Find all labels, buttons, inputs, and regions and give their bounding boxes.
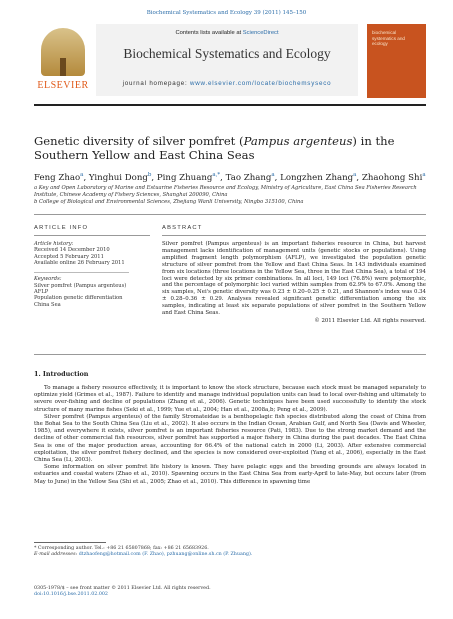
journal-cover-thumbnail[interactable] — [367, 24, 426, 98]
email-label: E-mail addresses: — [34, 552, 78, 558]
keyword: Silver pomfret (Pampus argenteus) — [34, 282, 127, 289]
affiliation-a: a Key and Open Laboratory of Marine and Estuarine Fisheries Resource and Ecology, Ministry of Agriculture, East China Sea Fisheries Research Institute, Chinese Academy of Fishery Sciences, Shanghai 200090, China — [34, 185, 417, 198]
history-accepted: Accepted 5 February 2011 — [34, 253, 104, 260]
title-part-2: ) in the Southern Yellow and East China Seas — [34, 134, 395, 162]
copyright-notice: © 2011 Elsevier Ltd. All rights reserved. — [314, 317, 426, 324]
front-matter-divider — [34, 354, 426, 355]
footnote-rule — [34, 542, 106, 543]
masthead-divider — [34, 104, 426, 106]
author-list: Feng Zhao$^a$, Yinghui Dong$^b$, Ping Zhuang$^{a,*}$, Tao Zhang$^a$, Longzhen Zhang$^a$, Zhaohong Shi$^a$ — [34, 172, 426, 183]
paragraph: To manage a fishery resource effectively, it is important to know the stock structure, because each stock must be managed separately to optimize yield (Grimes et al., 1987). Failure to identify and manage individual population units can lead to local over-fishing and ultimately to severe over-fishing and decline of populations (Zhang et al., 2006). Genetic techniques have been used successfully to identify the stock structure of many marine fishes (Seki et al., 1999; Yue et al., 2004; Han et al., 2008a,b; Peng et al., 2009). — [34, 385, 426, 413]
title-part-1: Genetic diversity of silver pomfret ( — [34, 134, 244, 148]
section-heading-introduction: 1. Introduction — [34, 370, 89, 378]
elsevier-tree-icon — [41, 28, 85, 76]
journal-masthead — [34, 22, 426, 102]
author-2[interactable]: Yinghui Dong$^b$ — [88, 172, 152, 183]
history-label: Article history: — [34, 241, 74, 247]
cover-title: biochemical systematics and ecology — [372, 30, 405, 46]
affiliation-divider — [34, 214, 426, 215]
email-addresses[interactable]: dtzhaofeng@hotmail.com (F. Zhao), pzhuang@online.sh.cn (P. Zhuang). — [78, 552, 253, 558]
homepage-link[interactable]: www.elsevier.com/locate/biochemsyseco — [190, 80, 332, 87]
affiliation-b: b College of Biological and Environmental Sciences, Zhejiang Wanli University, Ningbo 315100, China — [34, 199, 304, 205]
journal-homepage — [96, 80, 358, 87]
article-info — [34, 241, 129, 308]
keyword: China Sea — [34, 301, 61, 308]
homepage-prefix: journal homepage: — [122, 80, 190, 87]
abstract-text: Silver pomfret (Pampus argenteus) is an important fisheries resource in China, but harvest management lacks identification of management units (genetic stocks or populations). Using amplified fragment length polymorphism (AFLP), we investigated the population genetic structure of silver pomfret from the Yellow and East China Seas. In 143 individuals examined from six locations (three locations in the Yellow Sea, three in the East China Sea), a total of 194 loci were detected by six primer combinations. In all loci, 149 loci (76.8%) were polymorphic, and the percentage of polymorphic loci varied within samples from 62.9% to 67.0%. Among the six samples, Nei's genetic diversity was 0.23 ± 0.20–0.25 ± 0.21, and Shannon's index was 0.34 ± 0.28–0.36 ± 0.29. Analyses revealed significant genetic differentiation among the six samples, indicating at least six separate populations of silver pomfret in the Southern Yellow and East China Seas. — [162, 241, 426, 317]
email-line — [34, 552, 426, 558]
author-1[interactable]: Feng Zhao$^a$ — [34, 172, 84, 183]
abstract-label: ABSTRACT — [162, 225, 203, 231]
keywords-label: Keywords: — [34, 276, 62, 283]
history-online: Available online 26 February 2011 — [34, 260, 125, 267]
journal-header-box — [96, 24, 358, 96]
footnotes — [34, 546, 426, 558]
info-divider — [34, 272, 129, 273]
introduction-body — [34, 385, 426, 486]
keyword: AFLP — [34, 289, 49, 296]
corresponding-author-note: * Corresponding author. Tel.: +86 21 65807868; fax: +86 21 65683926. — [34, 546, 209, 551]
article-info-label: ARTICLE INFO — [34, 225, 89, 231]
issn-line: 0305-1978/$ – see front matter © 2011 Elsevier Ltd. All rights reserved. — [34, 586, 211, 591]
issn-block — [34, 586, 426, 598]
abstract — [162, 241, 426, 325]
sciencedirect-link[interactable]: ScienceDirect — [242, 30, 279, 36]
article-title — [34, 134, 426, 162]
author-6[interactable]: Zhaohong Shi$^a$ — [361, 172, 426, 183]
contents-prefix: Contents lists available at — [175, 30, 242, 36]
paragraph: Silver pomfret (Pampus argenteus) of the family Stromateidae is a benthopelagic fish species distributed along the coast of China from the Bohai Sea to the South China Sea (Liu et al., 2002). It also occurs in the Indian Ocean, Arabian Gulf, and North Sea (Davis and Wheeler, 1985), and everywhere it exists, silver pomfret is an important fisheries resource (Pati, 1983). Due to the strong market demand and the decline of other commercial fish resources, silver pomfret has supported a major fishery in China during the past decades. The East China Sea is one of the major production areas, accounting for 66.4% of the national catch in 2000 (Li, 2003). After extensive commercial exploitation, the silver pomfret fishery declined, and the species is now considered over-exploited (Yang et al., 2006), especially in the East China Sea (Li, 2003). — [34, 413, 426, 464]
doi-link[interactable]: doi:10.1016/j.bse.2011.02.002 — [34, 592, 108, 598]
title-species: Pampus argenteus — [243, 134, 353, 148]
elsevier-wordmark: ELSEVIER — [37, 80, 89, 91]
running-head[interactable]: Biochemical Systematics and Ecology 39 (2011) 145–150 — [146, 10, 307, 16]
keyword: Population genetic differentiation — [34, 295, 123, 302]
author-5[interactable]: Longzhen Zhang$^a$ — [280, 172, 357, 183]
contents-line — [96, 30, 358, 36]
author-3[interactable]: Ping Zhuang$^{a,*}$ — [156, 172, 221, 183]
paragraph: Some information on silver pomfret life history is known. They have pelagic eggs and the breeding grounds are always located in estuaries and coastal waters (Zhao et al., 2010). Spawning occurs in the East China Sea from early-April to late-May, but occurs later (from May to June) in the Yellow Sea (Shi et al., 2005; Zhao et al., 2010). This difference in spawning time — [34, 464, 426, 485]
article-info-rule — [34, 235, 150, 236]
author-4[interactable]: Tao Zhang$^a$ — [225, 172, 275, 183]
elsevier-logo[interactable] — [34, 28, 92, 94]
journal-name: Biochemical Systematics and Ecology — [123, 46, 331, 61]
history-received: Received 14 December 2010 — [34, 247, 110, 254]
abstract-rule — [162, 235, 426, 236]
